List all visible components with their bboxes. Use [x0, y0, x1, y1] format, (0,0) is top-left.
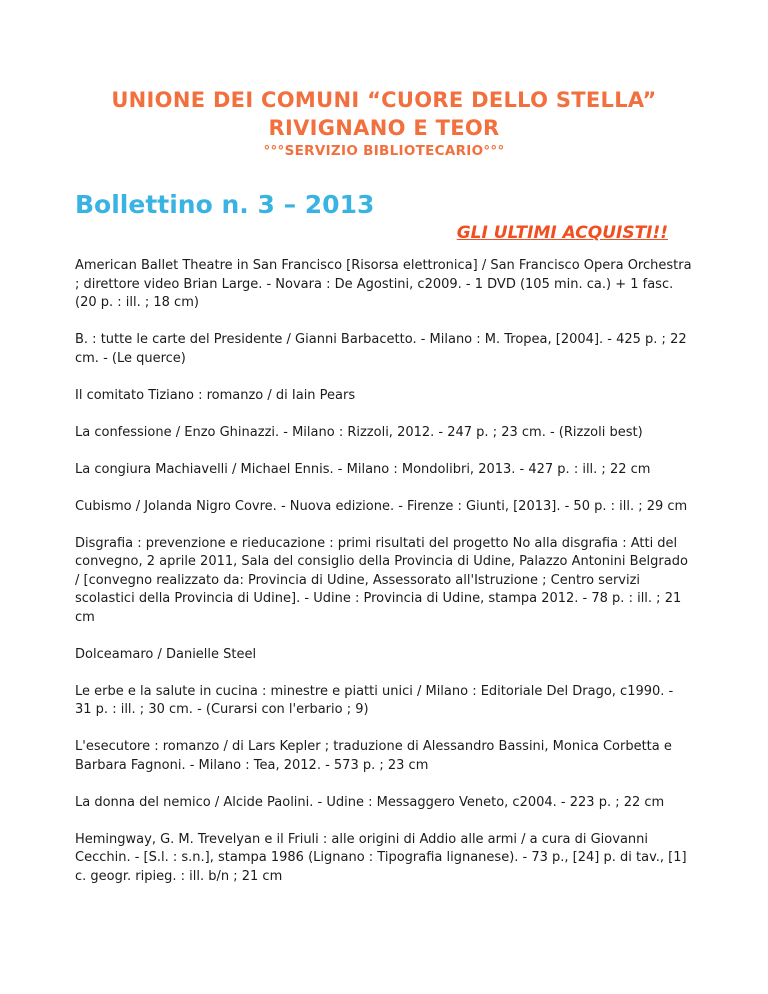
latest-acquisitions-heading: GLI ULTIMI ACQUISTI!! — [456, 223, 668, 243]
catalog-entry: American Ballet Theatre in San Francisco [Risorsa elettronica] / San Francisco Opera Orchestra ; direttore video Brian Large. - Novara : De Agostini, c2009. - 1 DVD (105 min. ca.) + 1 fasc. (20 p. : ill. ; 18 cm) — [75, 258, 692, 310]
header-line-2: RIVIGNANO E TEOR — [268, 116, 500, 140]
catalog-entry: Le erbe e la salute in cucina : minestre e piatti unici / Milano : Editoriale Del Drago, c1990. - 31 p. : ill. ; 30 cm. - (Curarsi con l'erbario ; 9) — [75, 683, 674, 717]
catalog-entry: L'esecutore : romanzo / di Lars Kepler ; traduzione di Alessandro Bassini, Monica Corbetta e Barbara Fagnoni. - Milano : Tea, 2012. - 573 p. ; 23 cm — [75, 739, 672, 773]
catalog-entry: Dolceamaro / Danielle Steel — [75, 646, 257, 662]
catalog-entry: La donna del nemico / Alcide Paolini. - Udine : Messaggero Veneto, c2004. - 223 p. ; 22 cm — [75, 794, 665, 810]
catalog-entry: Il comitato Tiziano : romanzo / di Iain Pears — [75, 387, 356, 403]
catalog-entry: B. : tutte le carte del Presidente / Gianni Barbacetto. - Milano : M. Tropea, [2004]. - 425 p. ; 22 cm. - (Le querce) — [75, 332, 687, 366]
catalog-entry: Disgrafia : prevenzione e rieducazione : primi risultati del progetto No alla disgrafia : Atti del convegno, 2 aprile 2011, Sala del consiglio della Provincia di Udine, Palazzo Antonini Belgrado / [convegno realizzato da: Provincia di Udine, Assessorato all'Istruzione ; Centro servizi scolastici della Provincia di Udine]. - Udine : Provincia di Udine, stampa 2012. - 78 p. : ill. ; 21 cm — [75, 535, 688, 625]
catalog-entry: Cubismo / Jolanda Nigro Covre. - Nuova edizione. - Firenze : Giunti, [2013]. - 50 p. : ill. ; 29 cm — [75, 498, 688, 514]
catalog-entries-list — [75, 257, 693, 886]
header-service-line: °°°SERVIZIO BIBLIOTECARIO°°° — [263, 143, 505, 159]
bulletin-title: Bollettino n. 3 – 2013 — [75, 190, 375, 219]
catalog-entry: La confessione / Enzo Ghinazzi. - Milano : Rizzoli, 2012. - 247 p. ; 23 cm. - (Rizzoli best) — [75, 424, 643, 440]
catalog-entry: La congiura Machiavelli / Michael Ennis. - Milano : Mondolibri, 2013. - 427 p. : ill. ; 22 cm — [75, 461, 651, 477]
header-line-1: UNIONE DEI COMUNI “CUORE DELLO STELLA” — [111, 88, 657, 112]
document-header — [75, 86, 693, 160]
catalog-entry: Hemingway, G. M. Trevelyan e il Friuli : alle origini di Addio alle armi / a cura di Giovanni Cecchin. - [S.l. : s.n.], stampa 1986 (Lignano : Tipografia lignanese). - 73 p., [24] p. di tav., [1] c. geogr. ripieg. : ill. b/n ; 21 cm — [75, 831, 687, 884]
